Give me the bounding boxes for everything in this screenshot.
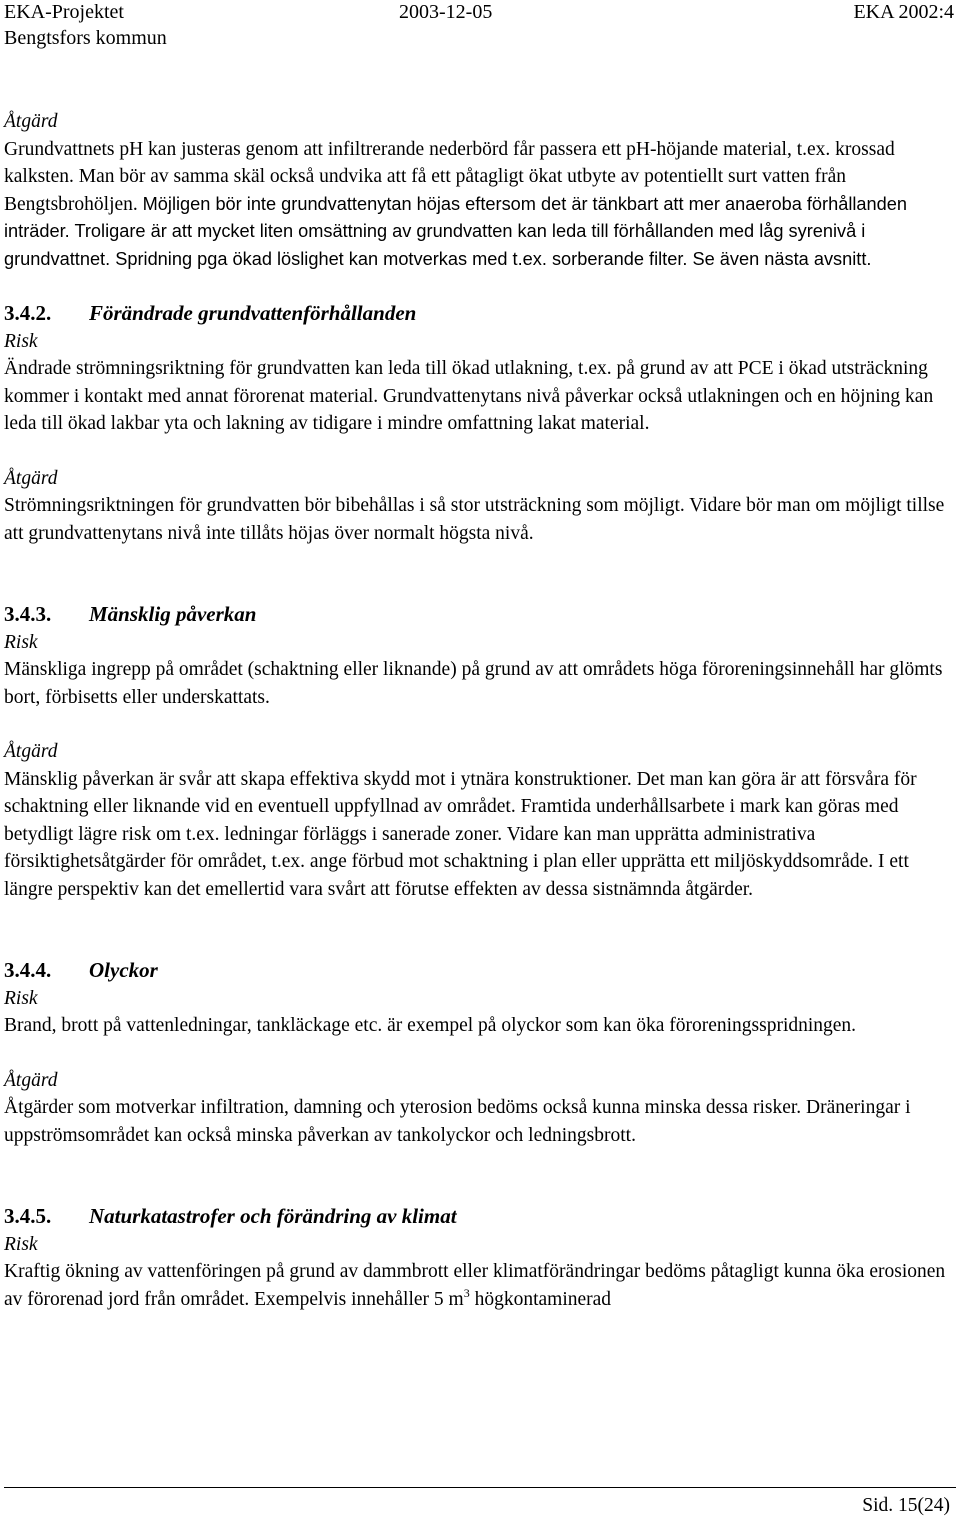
risk-paragraph: Mänskliga ingrepp på området (schaktning eller liknande) på grund av att områdets höga föroreningsinnehåll har glömts bort, förbisetts eller underskattats. xyxy=(4,659,943,708)
section-number: 3.4.4. xyxy=(4,958,52,982)
action-paragraph: Åtgärder som motverkar infiltration, damning och yterosion bedöms också kunna minska dessa risker. Dräneringar i uppströmsområdet kan också minska påverkan av tankolyckor och ledningsbrott. xyxy=(4,1097,911,1146)
action-label: Åtgärd xyxy=(4,1069,58,1091)
risk-label: Risk xyxy=(4,1233,38,1255)
risk-text: Kraftig ökning av vattenföringen på grund av dammbrott eller klimatförändringar bedöms påtagligt kunna öka erosionen av förorenad jord från området. Exempelvis innehåller 5 m xyxy=(4,1261,946,1310)
footer-divider xyxy=(4,1487,956,1488)
section-heading-3-4-5 xyxy=(4,1203,954,1231)
superscript-3: 3 xyxy=(463,1285,470,1300)
section-heading-3-4-3 xyxy=(4,601,954,629)
page-number: Sid. 15(24) xyxy=(862,1495,950,1516)
risk-label: Risk xyxy=(4,987,38,1009)
action-paragraph: Mänsklig påverkan är svår att skapa effektiva skydd mot i ytnära konstruktioner. Det man kan göra är att försvåra för schaktning eller liknande vid en eventuell uppfyllnad av området. Framtida underhållsarbete i mark kan göras med betydligt lägre risk om t.ex. ledningar förläggs i sanerade zoner. Vidare kan man upprätta administrativa försiktighetsåtgärder för området, t.ex. ange förbud mot schaktning i plan eller upprätta ett miljöskyddsområde. I ett längre perspektiv kan det emellertid vara svårt att förutse effekten av dessa sistnämnda åtgärder. xyxy=(4,768,917,900)
header-report-id: EKA 2002:4 xyxy=(853,1,954,23)
header-project: EKA-Projektet xyxy=(4,1,124,23)
section-number: 3.4.3. xyxy=(4,602,52,626)
risk-paragraph: Brand, brott på vattenledningar, tankläckage etc. är exempel på olyckor som kan öka föroreningsspridningen. xyxy=(4,1015,857,1036)
action-label: Åtgärd xyxy=(4,467,58,489)
section-title: Förändrade grundvattenförhållanden xyxy=(89,301,417,325)
section-title: Mänsklig påverkan xyxy=(89,602,257,626)
action-label: Åtgärd xyxy=(4,111,58,132)
section-title: Naturkatastrofer och förändring av klimat xyxy=(89,1204,457,1228)
section-number: 3.4.5. xyxy=(4,1204,52,1228)
intro-action-paragraph xyxy=(4,136,954,274)
risk-paragraph xyxy=(4,1258,954,1313)
header-date: 2003-12-05 xyxy=(399,1,493,23)
document-body xyxy=(4,108,954,1313)
action-paragraph: Strömningsriktningen för grundvatten bör bibehållas i så stor utsträckning som möjligt. Vidare bör man om möjligt tillse att grundvattenytans nivå inte tillåts höjas över normalt högsta nivå. xyxy=(4,495,945,544)
action-label: Åtgärd xyxy=(4,741,58,762)
risk-label: Risk xyxy=(4,330,38,352)
intro-action-text: Grundvattnets pH kan justeras genom att infiltrerande nederbörd får passera ett pH-höjande material, t.ex. krossad kalksten. Man bör av samma skäl också undvika att få ett påtagligt ökat utbyte av potentiellt surt vatten från Bengtsbrohöljen. xyxy=(4,138,895,215)
header-municipality: Bengtsfors kommun xyxy=(4,27,167,49)
intro-action-text-sans: Möjligen bör inte grundvattenytan höjas eftersom det är tänkbart att mer anaeroba förhållanden inträder. Troligare är att mycket liten omsättning av grundvatten kan leda till förhållanden med låg syrenivå i grundvattnet. Spridning pga ökad löslighet kan motverkas med t.ex. sorberande filter. Se även nästa avsnitt. xyxy=(4,193,907,269)
section-number: 3.4.2. xyxy=(4,301,52,325)
section-heading-3-4-4 xyxy=(4,957,954,985)
section-heading-3-4-2 xyxy=(4,300,954,328)
section-title: Olyckor xyxy=(89,958,158,982)
risk-paragraph: Ändrade strömningsriktning för grundvatten kan leda till ökad utlakning, t.ex. på grund av att PCE i ökad utsträckning kommer i kontakt med annat förorenat material. Grundvattenytans nivå påverkar också utlakningen och en höjning kan leda till ökad lakbar yta och lakning av tidigare i mindre omfattning lakat material. xyxy=(4,358,934,434)
risk-label: Risk xyxy=(4,631,38,653)
risk-text-continued: högkontaminerad xyxy=(469,1288,612,1310)
